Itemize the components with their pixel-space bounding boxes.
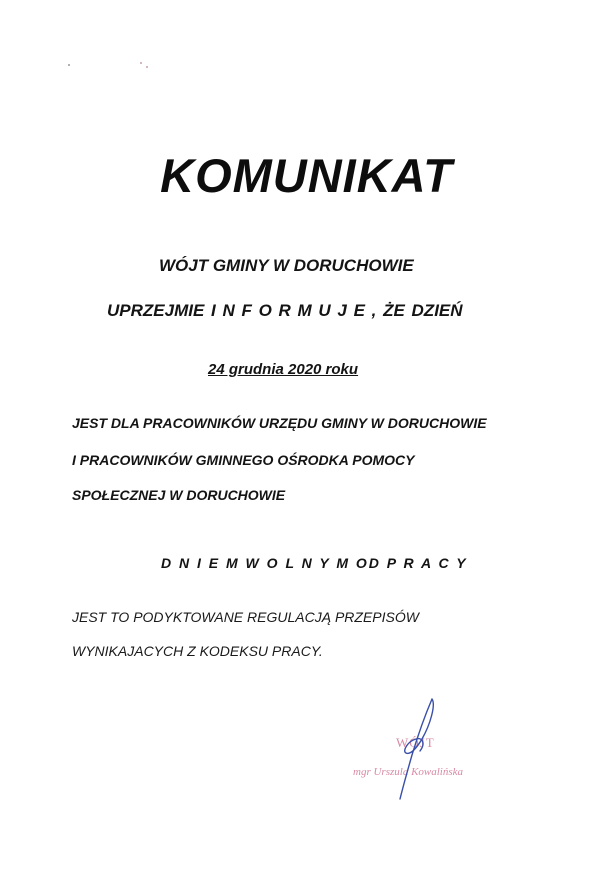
note-line: JEST TO PODYKTOWANE REGULACJĄ PRZEPISÓW	[72, 609, 419, 625]
inform-line: UPRZEJMIE I N F O R M U J E , ŻE DZIEŃ	[107, 301, 463, 320]
body-line: JEST DLA PRACOWNIKÓW URZĘDU GMINY W DORUCHOWIE	[72, 415, 487, 431]
signature-mark	[360, 695, 450, 805]
body-line: SPOŁECZNEJ W DORUCHOWIE	[72, 487, 286, 503]
note-line: WYNIKAJACYCH Z KODEKSU PRACY.	[72, 643, 323, 659]
stamp-title: WÓJT	[396, 735, 435, 750]
scan-speck	[68, 64, 70, 66]
stamp-name: mgr Urszula Kowalińska	[353, 766, 464, 778]
day-off-emphasis: D N I E M W O L N Y M OD P R A C Y	[161, 555, 468, 571]
scan-speck	[140, 62, 142, 64]
body-line: I PRACOWNIKÓW GMINNEGO OŚRODKA POMOCY	[72, 452, 415, 468]
date-line: 24 grudnia 2020 roku	[208, 361, 359, 378]
issuer-line: WÓJT GMINY W DORUCHOWIE	[159, 256, 414, 275]
document-title: KOMUNIKAT	[160, 149, 453, 202]
scan-speck	[146, 66, 148, 68]
